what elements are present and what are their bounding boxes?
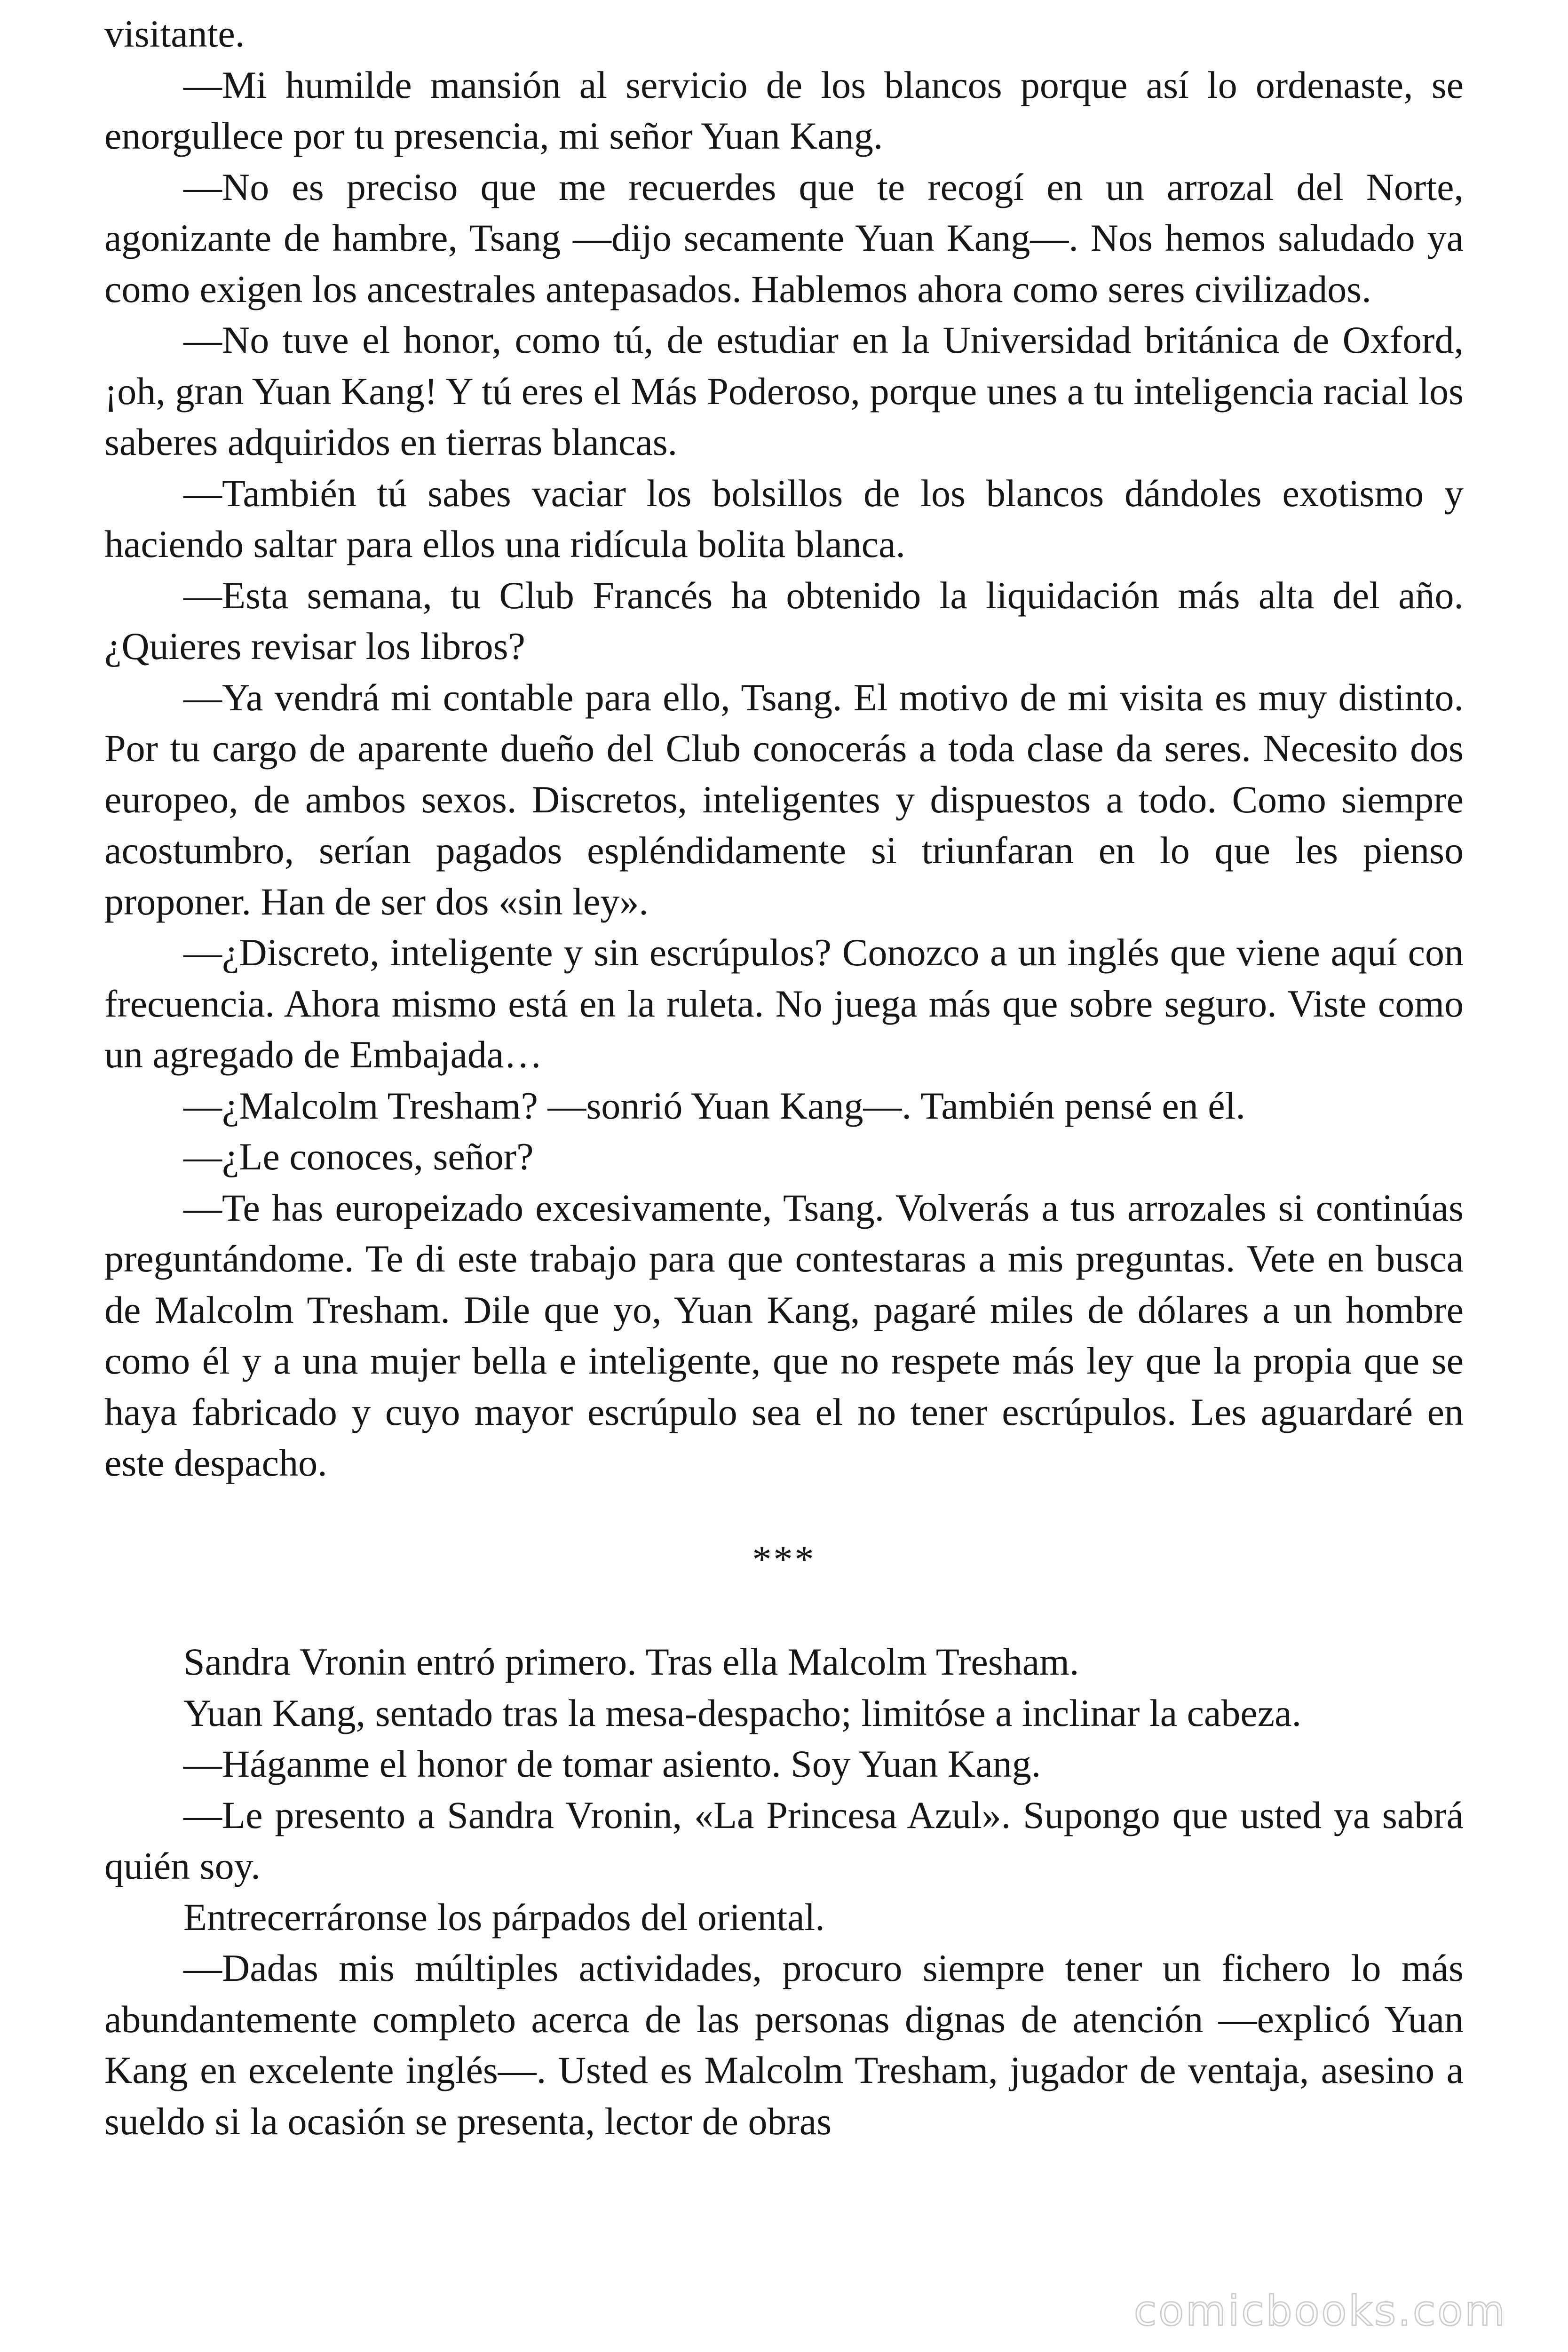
paragraph-2: —Mi humilde mansión al servicio de los blancos porque así lo ordenaste, se enorgullece por tu presencia, mi señor Yuan Kang.: [104, 63, 1464, 157]
paragraph-16: Entrecerráronse los párpados del oriental.: [183, 1895, 825, 1939]
paragraph-10: —¿Le conoces, señor?: [183, 1135, 534, 1178]
section-separator: ***: [752, 1537, 816, 1581]
paragraph-15: —Le presento a Sandra Vronin, «La Princesa Azul». Supongo que usted ya sabrá quién soy.: [104, 1793, 1464, 1887]
paragraph-1: visitante.: [104, 12, 245, 55]
paragraph-4: —No tuve el honor, como tú, de estudiar en la Universidad británica de Oxford, ¡oh, gran Yuan Kang! Y tú eres el Más Poderoso, porque unes a tu inteligencia racial los saberes adquiridos en tierras blancas.: [104, 318, 1464, 463]
paragraph-5: —También tú sabes vaciar los bolsillos de los blancos dándoles exotismo y haciendo saltar para ellos una ridícula bolita blanca.: [104, 471, 1464, 565]
paragraph-8: —¿Discreto, inteligente y sin escrúpulos? Conozco a un inglés que viene aquí con frecuencia. Ahora mismo está en la ruleta. No juega más que sobre seguro. Viste como un agregado de Embajada…: [104, 931, 1464, 1076]
paragraph-3: —No es preciso que me recuerdes que te recogí en un arrozal del Norte, agonizante de hambre, Tsang —dijo secamente Yuan Kang—. Nos hemos saludado ya como exigen los ancestrales antepasados. Hablemos ahora como seres civilizados.: [104, 165, 1464, 310]
paragraph-11: —Te has europeizado excesivamente, Tsang. Volverás a tus arrozales si continúas preguntándome. Te di este trabajo para que contestaras a mis preguntas. Vete en busca de Malcolm Tresham. Dile que yo, Yuan Kang, pagaré miles de dólares a un hombre como él y a una mujer bella e inteligente, que no respete más ley que la propia que se haya fabricado y cuyo mayor escrúpulo sea el no tener escrúpulos. Les aguardaré en este despacho.: [104, 1186, 1464, 1484]
page-text: [104, 8, 1464, 2147]
paragraph-9: —¿Malcolm Tresham? —sonrió Yuan Kang—. También pensé en él.: [183, 1084, 1245, 1127]
paragraph-7: —Ya vendrá mi contable para ello, Tsang. El motivo de mi visita es muy distinto. Por tu cargo de aparente dueño del Club conocerás a toda clase da seres. Necesito dos europeo, de ambos sexos. Discretos, inteligentes y dispuestos a todo. Como siempre acostumbro, serían pagados espléndidamente si triunfaran en lo que les pienso proponer. Han de ser dos «sin ley».: [104, 675, 1464, 923]
paragraph-14: —Háganme el honor de tomar asiento. Soy Yuan Kang.: [183, 1742, 1041, 1785]
paragraph-12: Sandra Vronin entró primero. Tras ella Malcolm Tresham.: [183, 1640, 1079, 1683]
paragraph-13: Yuan Kang, sentado tras la mesa-despacho; limitóse a inclinar la cabeza.: [183, 1691, 1302, 1734]
paragraph-17: —Dadas mis múltiples actividades, procuro siempre tener un fichero lo más abundantemente completo acerca de las personas dignas de atención —explicó Yuan Kang en excelente inglés—. Usted es Malcolm Tresham, jugador de ventaja, asesino a sueldo si la ocasión se presenta, lector de obras: [104, 1947, 1464, 2143]
paragraph-6: —Esta semana, tu Club Francés ha obtenido la liquidación más alta del año. ¿Quieres revisar los libros?: [104, 573, 1464, 667]
watermark: comicbooks.com: [1133, 2287, 1507, 2335]
